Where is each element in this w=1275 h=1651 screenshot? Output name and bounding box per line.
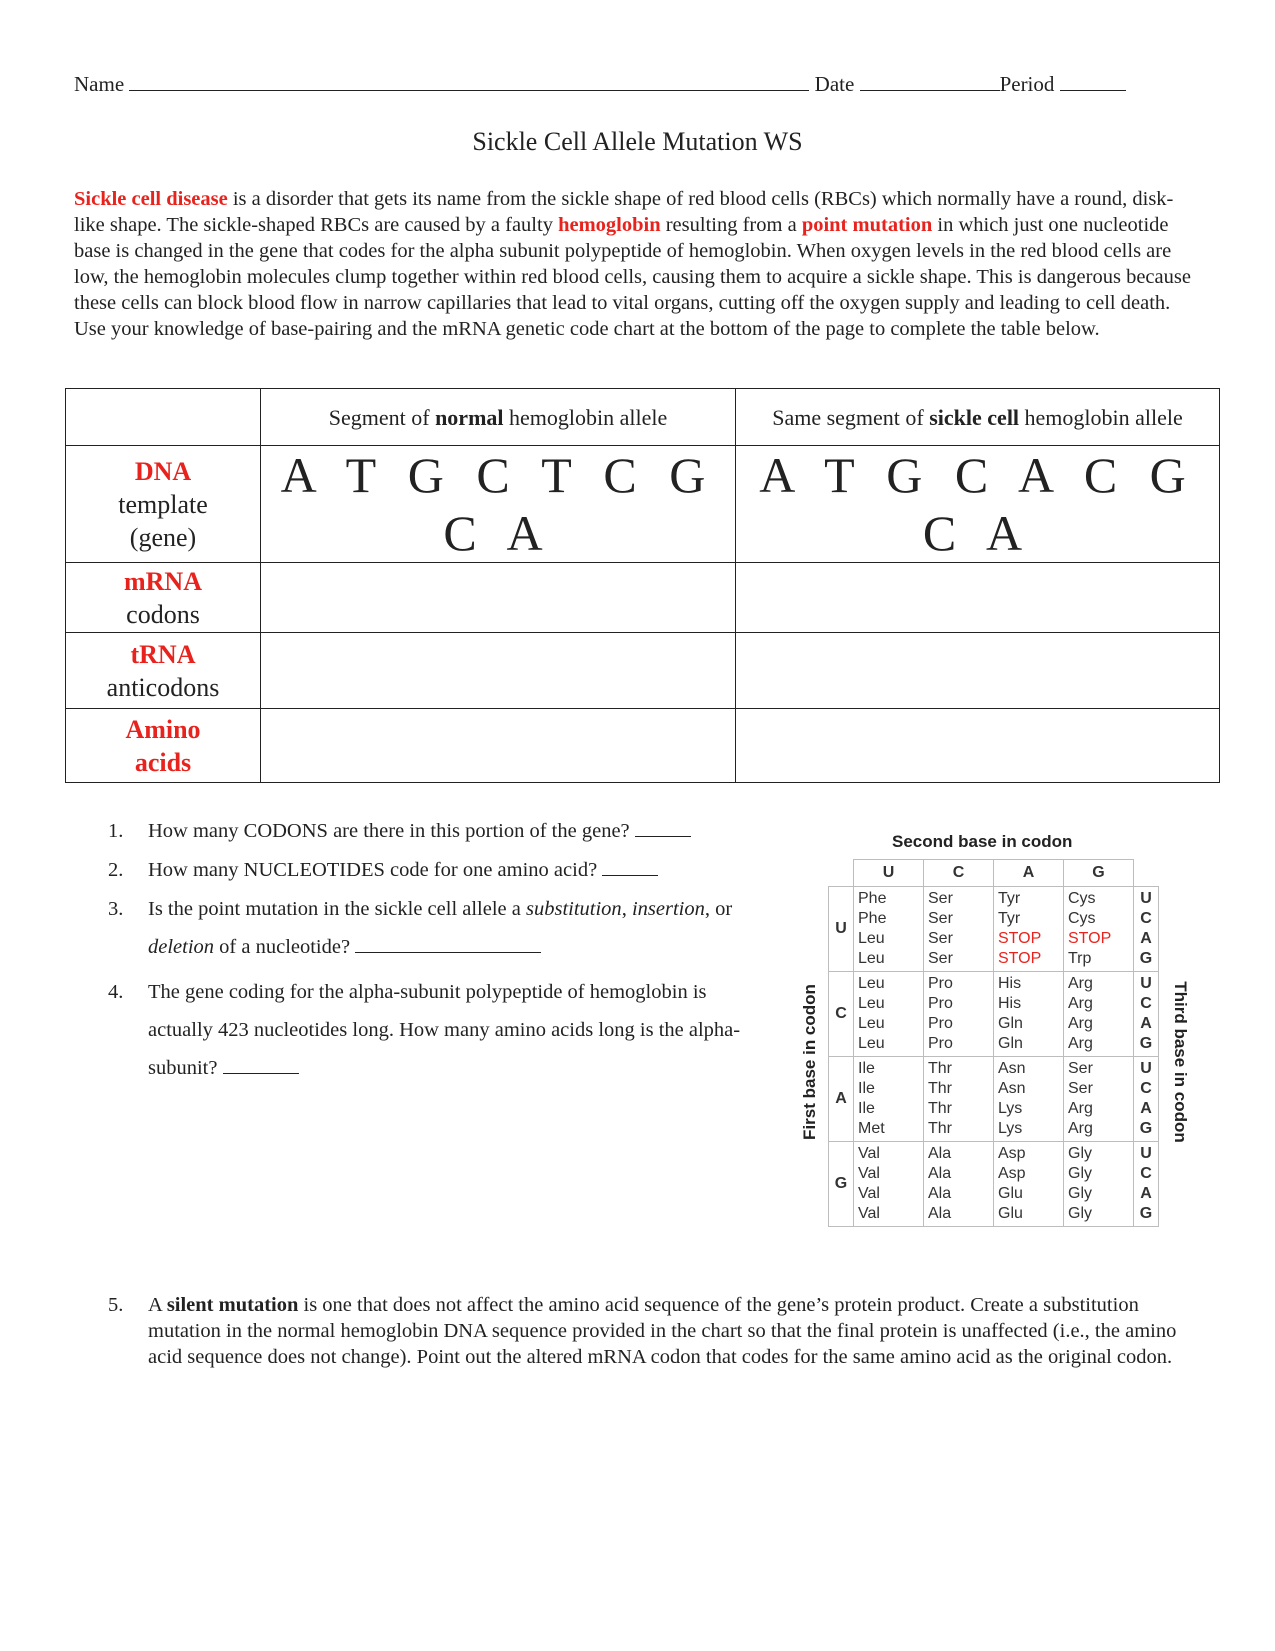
table-row-mrna	[66, 563, 1220, 633]
amino-acid-label: Val	[858, 1185, 880, 1202]
amino-acid-label: Ser	[1068, 1080, 1093, 1097]
amino-acid-label: Gly	[1068, 1185, 1092, 1202]
amino-acid-label: His	[998, 995, 1022, 1012]
term-insertion: insertion	[631, 898, 705, 920]
codon-cell	[994, 972, 1064, 1057]
amino-acid-label: Thr	[928, 1080, 952, 1097]
codon-cell	[1064, 1057, 1134, 1142]
col1-pre: Segment of	[328, 404, 436, 430]
amino-acid-label: Pro	[928, 1035, 953, 1052]
row-label-rest1: anticodons	[106, 672, 220, 702]
question-4	[108, 973, 768, 1087]
col2-bold: sickle cell	[929, 404, 1020, 430]
row-label-amino-acids	[66, 709, 261, 783]
col2-pre: Same segment of	[772, 404, 930, 430]
codon-cell	[1064, 972, 1134, 1057]
intro-paragraph	[74, 186, 1194, 342]
question-number: 4.	[108, 981, 124, 1003]
amino-acid-label: Phe	[858, 890, 887, 907]
third-base-cell	[1134, 887, 1159, 972]
amino-acid-label: Val	[858, 1205, 880, 1222]
header-line	[74, 72, 1184, 97]
codon-corner	[829, 860, 854, 887]
answer-blank[interactable]	[602, 857, 658, 876]
amino-acid-label: Pro	[928, 995, 953, 1012]
second-base-a: A	[994, 860, 1064, 887]
stop-codon-label: STOP	[1068, 930, 1112, 947]
amino-acid-label: Lys	[998, 1100, 1023, 1117]
third-base-letter: U	[1140, 890, 1152, 907]
intro-text-2: resulting from a	[660, 214, 802, 236]
question-text: is one that does not affect the amino acid sequence of the gene’s protein product. Create a substitution mutation in the normal hemoglobin DNA sequence provided in the chart so that the final protein is unaffected (i.e., the amino acid sequence does not change). Point out the altered mRNA codon that codes for the same amino acid as the original codon.	[148, 1294, 1177, 1368]
question-text: How many NUCLEOTIDES code for one amino acid?	[148, 859, 598, 881]
sickle-trna-answer[interactable]	[736, 633, 1220, 709]
amino-acid-label: Ile	[858, 1060, 875, 1077]
amino-acid-label: Asp	[998, 1145, 1026, 1162]
normal-column-header	[261, 389, 736, 446]
amino-acid-label: Cys	[1068, 910, 1096, 927]
codon-cell	[994, 1057, 1064, 1142]
third-base-letter: U	[1140, 1060, 1152, 1077]
amino-acid-label: Ser	[928, 930, 953, 947]
third-base-letter: A	[1140, 1015, 1152, 1032]
intro-text-3: in which just one nucleotide base is changed in the gene that codes for the alpha subunit polypeptide of hemoglobin. When oxygen levels in the red blood cells are low, the hemoglobin molecules clump together within red blood cells, causing them to acquire a sickle shape. This is dangerous because these cells can block blood flow in narrow capillaries that lead to vital organs, cutting off the oxygen supply and leading to cell death. Use your knowledge of base-pairing and the mRNA genetic code chart at the bottom of the page to complete the table below.	[74, 214, 1191, 340]
term-silent-mutation: silent mutation	[166, 1294, 299, 1316]
normal-trna-answer[interactable]	[261, 633, 736, 709]
codon-cell	[924, 887, 994, 972]
codon-cell	[1064, 1142, 1134, 1227]
amino-acid-label: Leu	[858, 1035, 885, 1052]
amino-acid-label: Ala	[928, 1205, 952, 1222]
amino-acid-label: Gly	[1068, 1205, 1092, 1222]
normal-mrna-answer[interactable]	[261, 563, 736, 633]
col1-bold: normal	[435, 404, 504, 430]
third-base-letter: C	[1140, 1080, 1152, 1097]
question-text: ,	[621, 898, 632, 920]
amino-acid-label: Ser	[928, 910, 953, 927]
amino-acid-label: Arg	[1068, 1015, 1093, 1032]
row-label-dna	[66, 446, 261, 563]
period-blank[interactable]	[1060, 72, 1126, 91]
stop-codon-label: STOP	[998, 930, 1042, 947]
question-number: 1.	[108, 820, 124, 842]
amino-acid-label: Glu	[998, 1185, 1023, 1202]
codon-cell	[924, 1057, 994, 1142]
question-text: , or	[704, 898, 733, 920]
third-base-letter: G	[1139, 1120, 1153, 1137]
amino-acid-label: Gly	[1068, 1165, 1092, 1182]
third-base-letter: G	[1139, 950, 1153, 967]
mutation-table	[65, 388, 1220, 783]
third-base-letter: U	[1140, 975, 1152, 992]
stop-codon-label: STOP	[998, 950, 1042, 967]
third-base-letter: C	[1140, 910, 1152, 927]
answer-blank[interactable]	[223, 1055, 299, 1074]
third-base-cell	[1134, 1057, 1159, 1142]
row-label-red: mRNA	[124, 566, 202, 596]
row-label-red: tRNA	[130, 639, 196, 669]
amino-acid-label: Gly	[1068, 1145, 1092, 1162]
question-3	[108, 890, 768, 966]
first-base-cell: A	[829, 1057, 854, 1142]
term-deletion: deletion	[148, 936, 215, 958]
row-label-rest1: codons	[126, 599, 200, 629]
amino-acid-label: Gln	[998, 1015, 1023, 1032]
first-base-cell: G	[829, 1142, 854, 1227]
table-row-dna	[66, 446, 1220, 563]
period-label: Period	[999, 72, 1055, 96]
corner-cell	[66, 389, 261, 446]
term-hemoglobin: hemoglobin	[558, 214, 661, 236]
amino-acid-label: Leu	[858, 930, 885, 947]
second-base-c: C	[924, 860, 994, 887]
questions-list	[108, 818, 768, 1100]
codon-block-row	[829, 1142, 1159, 1227]
codon-cell	[924, 972, 994, 1057]
third-base-letter: C	[1140, 1165, 1152, 1182]
question-text: The gene coding for the alpha-subunit polypeptide of hemoglobin is actually 423 nucleotides long. How many amino acids long is the alpha-subunit?	[148, 981, 741, 1079]
amino-acid-label: Ala	[928, 1165, 952, 1182]
amino-acid-label: Leu	[858, 995, 885, 1012]
question-number: 2.	[108, 859, 124, 881]
question-2	[108, 857, 768, 883]
row-label-mrna	[66, 563, 261, 633]
amino-acid-label: Ile	[858, 1080, 875, 1097]
table-row-amino-acids	[66, 709, 1220, 783]
question-number: 5.	[108, 1294, 124, 1316]
amino-acid-label: His	[998, 975, 1022, 992]
row-label-rest1: template	[118, 489, 208, 519]
term-sickle-cell-disease: Sickle cell disease	[74, 188, 228, 210]
first-base-cell: C	[829, 972, 854, 1057]
amino-acid-label: Ser	[1068, 1060, 1093, 1077]
third-base-letter: G	[1139, 1205, 1153, 1222]
amino-acid-label: Asn	[998, 1080, 1026, 1097]
amino-acid-label: Ile	[858, 1100, 875, 1117]
date-label: Date	[814, 72, 855, 96]
codon-cell	[854, 887, 924, 972]
third-base-cell	[1134, 972, 1159, 1057]
normal-amino-answer[interactable]	[261, 709, 736, 783]
codon-cell	[854, 1057, 924, 1142]
amino-acid-label: Leu	[858, 975, 885, 992]
second-base-u: U	[854, 860, 924, 887]
question-number: 3.	[108, 898, 124, 920]
amino-acid-label: Ala	[928, 1185, 952, 1202]
third-base-letter: A	[1140, 1100, 1152, 1117]
codon-cell	[1064, 887, 1134, 972]
amino-acid-label: Tyr	[998, 890, 1021, 907]
amino-acid-label: Cys	[1068, 890, 1096, 907]
amino-acid-label: Pro	[928, 1015, 953, 1032]
table-row-trna	[66, 633, 1220, 709]
codon-cell	[994, 887, 1064, 972]
intro-text-1: is a disorder that gets its name from the sickle shape of red blood cells (RBCs) which normally have a round, disk-like shape. The sickle-shaped RBCs are caused by a faulty	[74, 188, 1174, 236]
amino-acid-label: Asp	[998, 1165, 1026, 1182]
third-base-letter: A	[1140, 1185, 1152, 1202]
amino-acid-label: Ala	[928, 1145, 952, 1162]
amino-acid-label: Arg	[1068, 995, 1093, 1012]
sickle-column-header	[736, 389, 1220, 446]
amino-acid-label: Arg	[1068, 975, 1093, 992]
codon-table	[828, 859, 1159, 1227]
chart-title: Second base in codon	[892, 832, 1073, 851]
third-base-letter: A	[1140, 930, 1152, 947]
amino-acid-label: Ser	[928, 950, 953, 967]
question-text: Is the point mutation in the sickle cell allele a	[148, 898, 526, 920]
codon-block-row	[829, 887, 1159, 972]
amino-acid-label: Leu	[858, 950, 885, 967]
amino-acid-label: Asn	[998, 1060, 1026, 1077]
amino-acid-label: Phe	[858, 910, 887, 927]
col2-post: hemoglobin allele	[1019, 404, 1183, 430]
question-text: of a nucleotide?	[214, 936, 351, 958]
amino-acid-label: Arg	[1068, 1035, 1093, 1052]
page-title: Sickle Cell Allele Mutation WS	[472, 127, 803, 156]
amino-acid-label: Thr	[928, 1060, 952, 1077]
amino-acid-label: Pro	[928, 975, 953, 992]
col1-post: hemoglobin allele	[503, 404, 668, 430]
amino-acid-label: Ser	[928, 890, 953, 907]
first-base-cell: U	[829, 887, 854, 972]
amino-acid-label: Thr	[928, 1120, 952, 1137]
amino-acid-label: Arg	[1068, 1100, 1093, 1117]
question-text: How many CODONS are there in this portion of the gene?	[148, 820, 630, 842]
term-point-mutation: point mutation	[801, 214, 933, 236]
third-base-label: Third base in codon	[1171, 981, 1190, 1143]
codon-block-row	[829, 1057, 1159, 1142]
amino-acid-label: Gln	[998, 1035, 1023, 1052]
first-base-label: First base in codon	[800, 984, 819, 1140]
genetic-code-chart	[780, 822, 1190, 1262]
term-substitution: substitution	[526, 898, 622, 920]
answer-blank[interactable]	[355, 934, 541, 953]
row-label-red: Amino	[125, 714, 201, 744]
third-base-letter: C	[1140, 995, 1152, 1012]
amino-acid-label: Arg	[1068, 1120, 1093, 1137]
sickle-dna-sequence: A T G C A C G C A	[736, 446, 1220, 563]
codon-block-row	[829, 972, 1159, 1057]
question-1	[108, 818, 768, 844]
amino-acid-label: Tyr	[998, 910, 1021, 927]
name-label: Name	[74, 72, 125, 96]
normal-dna-sequence: A T G C T C G C A	[261, 446, 736, 563]
amino-acid-label: Val	[858, 1165, 880, 1182]
row-label-red: DNA	[134, 456, 192, 486]
codon-cell	[924, 1142, 994, 1227]
amino-acid-label: Glu	[998, 1205, 1023, 1222]
sickle-mrna-answer[interactable]	[736, 563, 1220, 633]
third-base-letter: U	[1140, 1145, 1152, 1162]
amino-acid-label: Thr	[928, 1100, 952, 1117]
row-label-rest2: (gene)	[129, 522, 197, 552]
row-label-red2: acids	[134, 747, 192, 777]
codon-cell	[854, 1142, 924, 1227]
codon-cell	[994, 1142, 1064, 1227]
second-base-g: G	[1064, 860, 1134, 887]
amino-acid-label: Val	[858, 1145, 880, 1162]
question-5	[108, 1292, 1188, 1370]
amino-acid-label: Trp	[1068, 950, 1092, 967]
row-label-trna	[66, 633, 261, 709]
amino-acid-label: Met	[858, 1120, 885, 1137]
third-base-letter: G	[1139, 1035, 1153, 1052]
name-blank[interactable]	[129, 72, 809, 91]
third-base-cell	[1134, 1142, 1159, 1227]
date-blank[interactable]	[860, 72, 1000, 91]
codon-corner-right	[1134, 860, 1159, 887]
amino-acid-label: Leu	[858, 1015, 885, 1032]
sickle-amino-answer[interactable]	[736, 709, 1220, 783]
question-text: A	[148, 1294, 167, 1316]
answer-blank[interactable]	[635, 818, 691, 837]
codon-cell	[854, 972, 924, 1057]
amino-acid-label: Lys	[998, 1120, 1023, 1137]
